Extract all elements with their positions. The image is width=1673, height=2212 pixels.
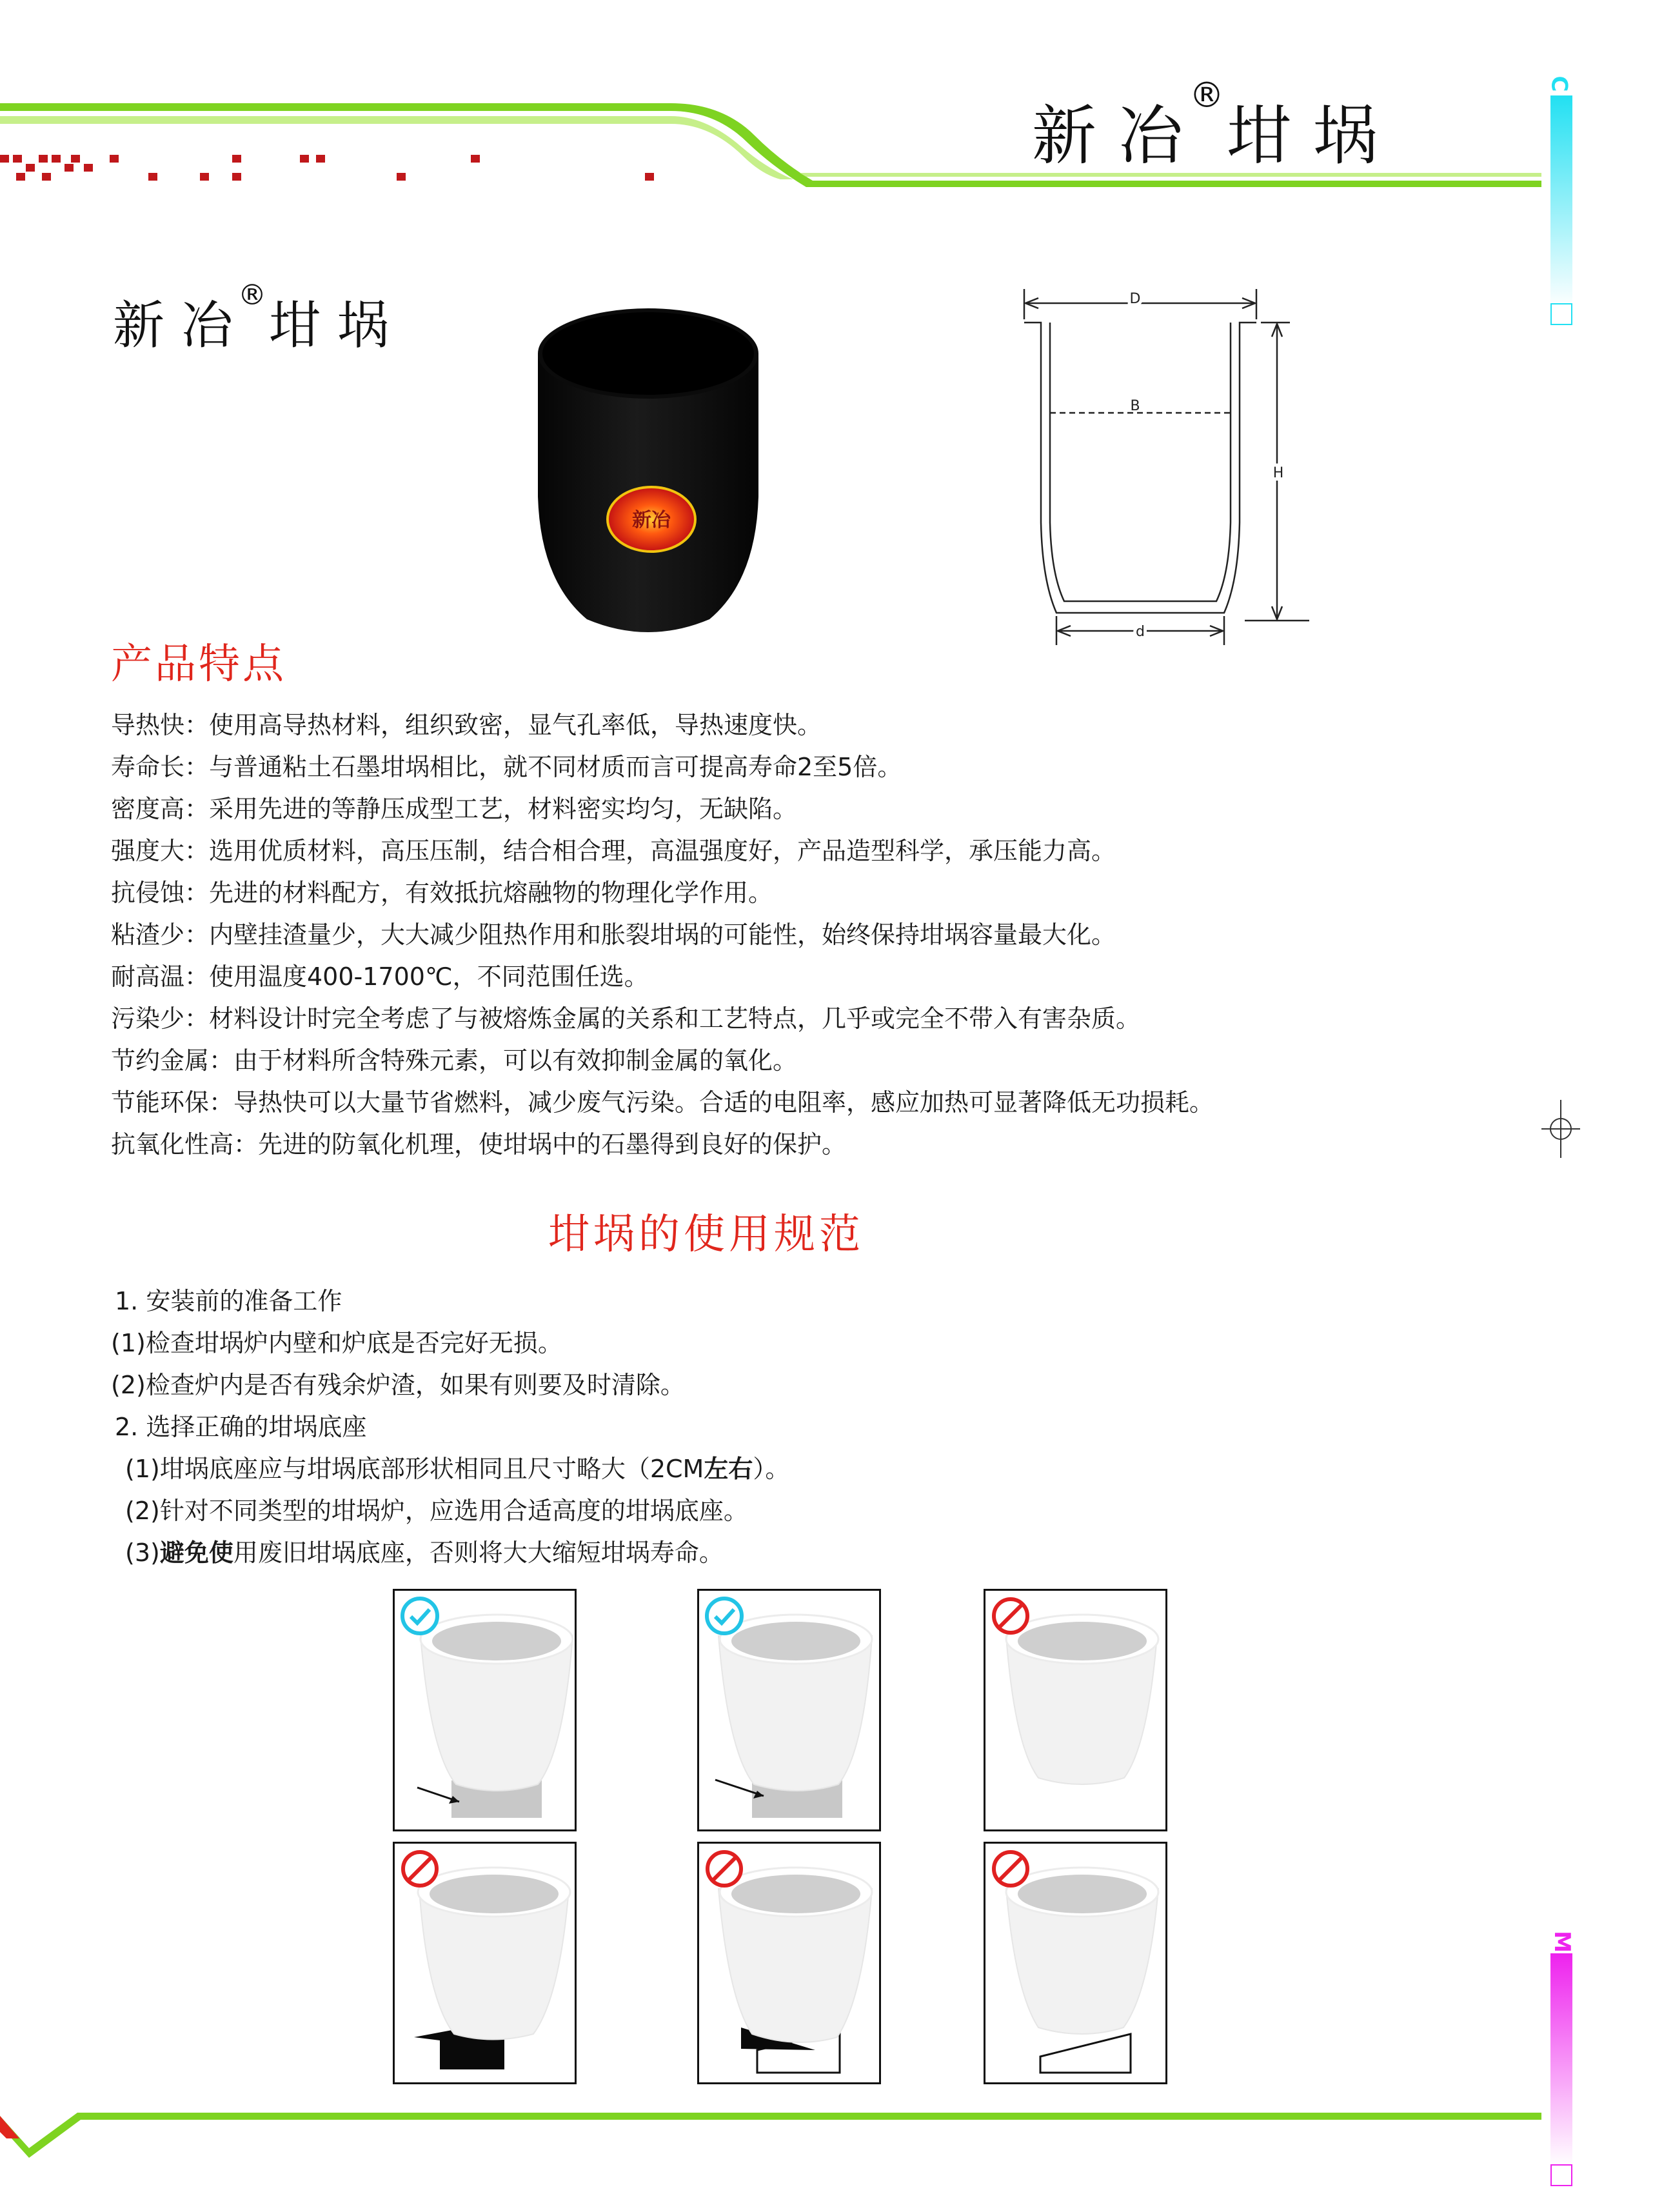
feature-item: 寿命长：与普通粘土石墨坩埚相比，就不同材质而言可提高寿命2至5倍。 xyxy=(111,753,902,781)
usage-step: 1. 安装前的准备工作 xyxy=(115,1287,342,1315)
header-brand: 新冶 xyxy=(1032,98,1205,174)
feature-item: 节能环保：导热快可以大量节省燃料，减少废气污染。合适的电阻率，感应加热可显著降低无功损耗。 xyxy=(111,1088,1214,1117)
feature-item: 导热快：使用高导热材料，组织致密，显气孔率低，导热速度快。 xyxy=(111,711,822,739)
feature-item: 污染少：材料设计时完全考虑了与被熔炼金属的关系和工艺特点，几乎或完全不带入有害杂质。 xyxy=(111,1004,1141,1033)
feature-item: 节约金属：由于材料所含特殊元素，可以有效抑制金属的氧化。 xyxy=(111,1046,798,1075)
example-panel-correct xyxy=(697,1589,881,1831)
registered-mark: ® xyxy=(1189,75,1224,115)
header-title xyxy=(1032,75,1400,177)
feature-item: 粘渣少：内壁挂渣量少，大大减少阻热作用和胀裂坩埚的可能性，始终保持坩埚容量最大化。 xyxy=(111,921,1116,949)
features-list xyxy=(111,704,1214,1166)
usage-heading: 坩埚的使用规范 xyxy=(548,1211,864,1259)
registration-mark-icon xyxy=(1541,1100,1580,1158)
feature-item: 强度大：选用优质材料，高压压制，结合相合理，高温强度好，产品造型科学，承压能力高。 xyxy=(111,837,1116,865)
product-name: 坩埚 xyxy=(269,295,406,355)
feature-item: 密度高：采用先进的等静压成型工艺，材料密实均匀，无缺陷。 xyxy=(111,795,798,823)
feature-item: 抗氧化性高：先进的防氧化机理，使坩埚中的石墨得到良好的保护。 xyxy=(111,1130,847,1159)
cyan-bar-box xyxy=(1550,303,1572,325)
product-brand: 新冶 xyxy=(113,295,250,355)
example-panel-wrong xyxy=(984,1842,1167,2084)
usage-step: 2. 选择正确的坩埚底座 xyxy=(115,1413,367,1441)
prohibited-icon xyxy=(988,1846,1033,1891)
usage-substep xyxy=(111,1532,789,1574)
crucible-dimension-diagram xyxy=(1013,284,1322,652)
product-registered-mark: ® xyxy=(238,279,266,312)
product-title xyxy=(113,279,406,358)
usage-substep: (1)检查坩埚炉内壁和炉底是否完好无损。 xyxy=(111,1329,562,1357)
header-pixel-dots xyxy=(0,155,677,184)
usage-text: ）。 xyxy=(753,1455,790,1483)
label-level: B xyxy=(1130,398,1140,414)
usage-substep: (2)检查炉内是否有残余炉渣，如果有则要及时清除。 xyxy=(111,1371,685,1399)
usage-list xyxy=(111,1280,789,1574)
magenta-label: M xyxy=(1549,1931,1575,1953)
crucible-product-image xyxy=(529,303,767,645)
svg-text:新冶: 新冶 xyxy=(632,509,671,532)
magenta-bar-box xyxy=(1550,2164,1572,2186)
label-top-diameter: D xyxy=(1129,291,1141,307)
usage-text: (3) xyxy=(125,1539,160,1567)
usage-text: 用废旧坩埚底座，否则将大大缩短坩埚寿命。 xyxy=(233,1539,724,1567)
usage-text: (1)坩埚底座应与坩埚底部形状相同且尺寸略大（2CM xyxy=(125,1455,704,1483)
footer-wave xyxy=(0,2097,1548,2167)
check-circle-icon xyxy=(702,1593,747,1639)
feature-item: 抗侵蚀：先进的材料配方，有效抵抗熔融物的物理化学作用。 xyxy=(111,879,773,907)
magenta-color-bar xyxy=(1550,1953,1572,2166)
usage-emphasis: 左右 xyxy=(704,1455,753,1483)
header-product: 坩埚 xyxy=(1227,98,1400,174)
usage-emphasis: 避免使 xyxy=(159,1539,233,1567)
example-panel-correct xyxy=(393,1589,577,1831)
example-panel-wrong xyxy=(984,1589,1167,1831)
check-circle-icon xyxy=(397,1593,442,1639)
example-panel-wrong xyxy=(697,1842,881,2084)
usage-substep xyxy=(111,1448,789,1490)
usage-substep: (2)针对不同类型的坩埚炉，应选用合适高度的坩埚底座。 xyxy=(125,1497,748,1525)
label-height: H xyxy=(1272,465,1284,481)
prohibited-icon xyxy=(988,1593,1033,1639)
cyan-color-bar xyxy=(1550,95,1572,308)
cyan-label: C xyxy=(1546,75,1572,92)
example-panel-wrong xyxy=(393,1842,577,2084)
prohibited-icon xyxy=(397,1846,442,1891)
label-bottom-diameter: d xyxy=(1136,624,1145,640)
prohibited-icon xyxy=(702,1846,747,1891)
feature-item: 耐高温：使用温度400-1700℃，不同范围任选。 xyxy=(111,962,649,991)
features-heading: 产品特点 xyxy=(111,641,286,688)
